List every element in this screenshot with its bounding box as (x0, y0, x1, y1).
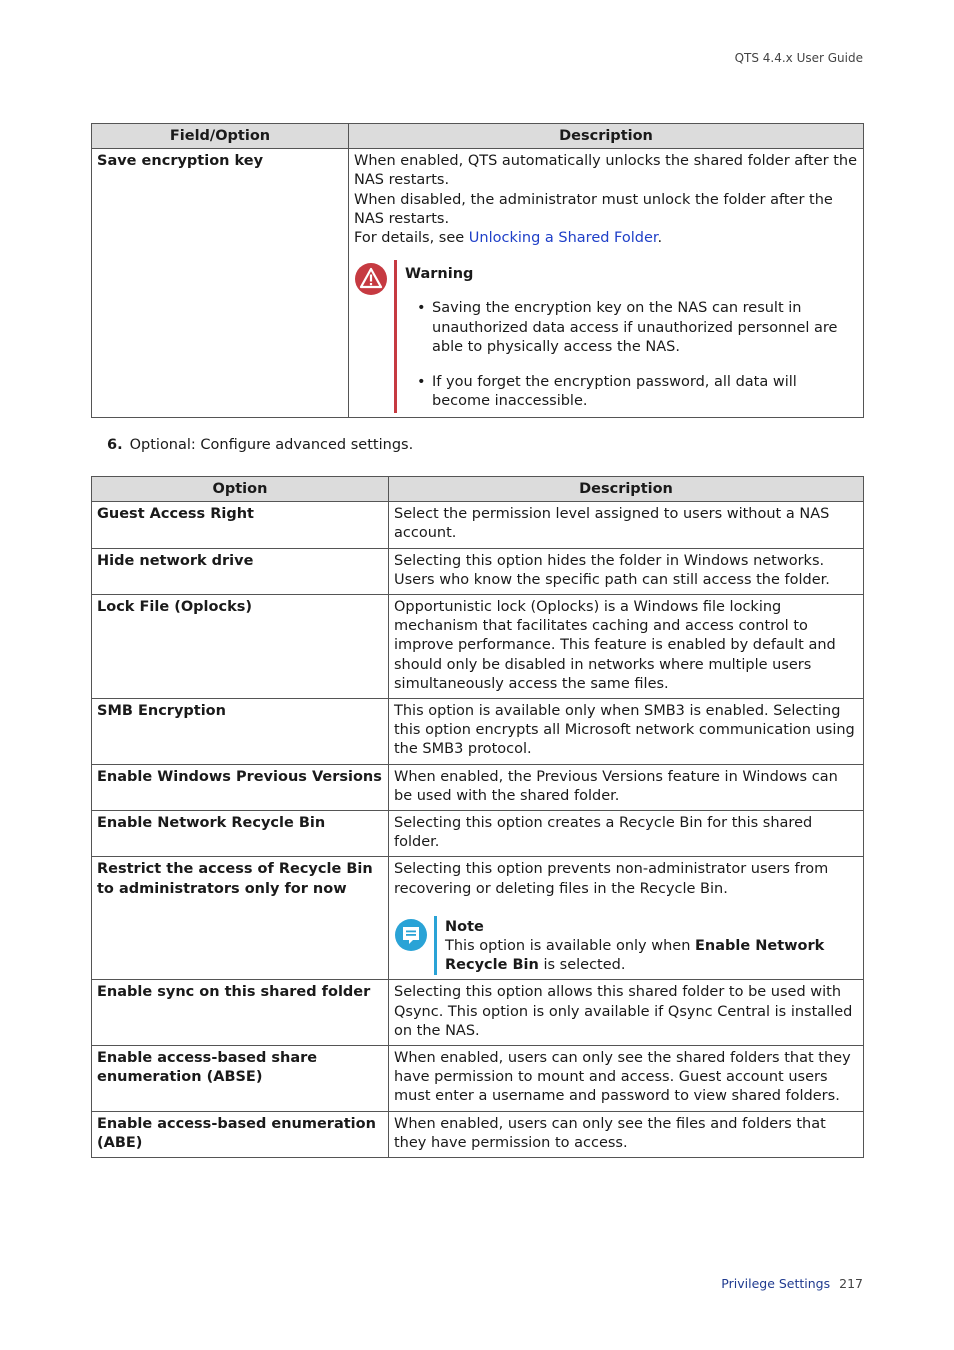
description-line: When enabled, QTS automatically unlocks the shared folder after the NAS restarts. (354, 153, 857, 189)
option-description: This option is available only when SMB3 is enabled. Selecting this option encrypts all Microsoft network communication using the SMB3 protocol. (389, 699, 864, 765)
unlocking-shared-folder-link[interactable]: Unlocking a Shared Folder (468, 230, 658, 247)
warning-title: Warning (405, 266, 474, 283)
option-name: Lock File (Oplocks) (92, 595, 389, 699)
option-name: Enable sync on this shared folder (92, 980, 389, 1046)
step-text: Optional: Configure advanced settings. (129, 437, 414, 453)
option-description (349, 149, 864, 418)
option-name: Restrict the access of Recycle Bin to administrators only for now (92, 857, 389, 980)
option-description: Selecting this option creates a Recycle Bin for this shared folder. (389, 811, 864, 857)
list-item: • Saving the encryption key on the NAS can result in unauthorized data access if unauthorized personnel are able to physically access the NAS. (417, 300, 838, 355)
option-description: When enabled, users can only see the files and folders that they have permission to access. (389, 1111, 864, 1157)
note-text: This option is available only when Enable Network Recycle Bin is selected. (445, 938, 825, 974)
see-also-suffix: . (657, 230, 663, 247)
description-line: When disabled, the administrator must unlock the folder after the NAS restarts. (354, 191, 833, 227)
see-also-line (354, 229, 858, 248)
option-description: When enabled, users can only see the shared folders that they have permission to mount and access. Guest account users must enter a username and password to view shared folders. (389, 1046, 864, 1112)
running-header: QTS 4.4.x User Guide (734, 51, 863, 65)
option-name: Guest Access Right (92, 502, 389, 548)
table-row (92, 149, 864, 418)
table-row (92, 502, 864, 548)
description-line: Selecting this option prevents non-administrator users from recovering or deleting files in the Recycle Bin. (394, 861, 829, 897)
warning-callout (354, 260, 858, 413)
option-name: SMB Encryption (92, 699, 389, 765)
list-item: • If you forget the encryption password, all data will become inaccessible. (417, 374, 797, 410)
column-header-description: Description (389, 477, 864, 502)
warning-icon (354, 262, 388, 296)
table-row (92, 595, 864, 699)
table-row (92, 699, 864, 765)
table-row (92, 764, 864, 810)
note-icon (394, 918, 428, 952)
advanced-settings-table (91, 476, 864, 1158)
option-description: When enabled, the Previous Versions feature in Windows can be used with the shared folder. (389, 764, 864, 810)
column-header-option: Option (92, 477, 389, 502)
option-description (389, 857, 864, 980)
option-name: Save encryption key (92, 149, 349, 418)
column-header-field-option: Field/Option (92, 124, 349, 149)
option-name: Hide network drive (92, 548, 389, 594)
option-description: Select the permission level assigned to users without a NAS account. (389, 502, 864, 548)
page-number: 217 (839, 1276, 863, 1291)
option-description: Opportunistic lock (Oplocks) is a Windows file locking mechanism that facilitates caching and access control to improve performance. This feature is enabled by default and should only be disabled in networks where multiple users simultaneously access the same files. (389, 595, 864, 699)
table-row (92, 1111, 864, 1157)
footer-section-title: Privilege Settings (721, 1276, 831, 1291)
page-footer (721, 1276, 863, 1291)
option-name: Enable Network Recycle Bin (92, 811, 389, 857)
warning-list (405, 299, 858, 411)
step-number: 6. (107, 437, 123, 453)
table-row (92, 811, 864, 857)
option-name: Enable access-based enumeration (ABE) (92, 1111, 389, 1157)
table-row (92, 857, 864, 980)
option-name: Enable Windows Previous Versions (92, 764, 389, 810)
encryption-options-table (91, 123, 864, 418)
note-callout (394, 916, 858, 976)
table-row (92, 980, 864, 1046)
step-instruction (107, 437, 413, 453)
option-description: Selecting this option hides the folder in Windows networks. Users who know the specific path can still access the folder. (389, 548, 864, 594)
see-also-prefix: For details, see (354, 230, 469, 247)
table-row (92, 548, 864, 594)
table-row (92, 1046, 864, 1112)
option-name: Enable access-based share enumeration (ABSE) (92, 1046, 389, 1112)
note-title: Note (445, 918, 484, 935)
option-description: Selecting this option allows this shared folder to be used with Qsync. This option is only available if Qsync Central is installed on the NAS. (389, 980, 864, 1046)
column-header-description: Description (349, 124, 864, 149)
